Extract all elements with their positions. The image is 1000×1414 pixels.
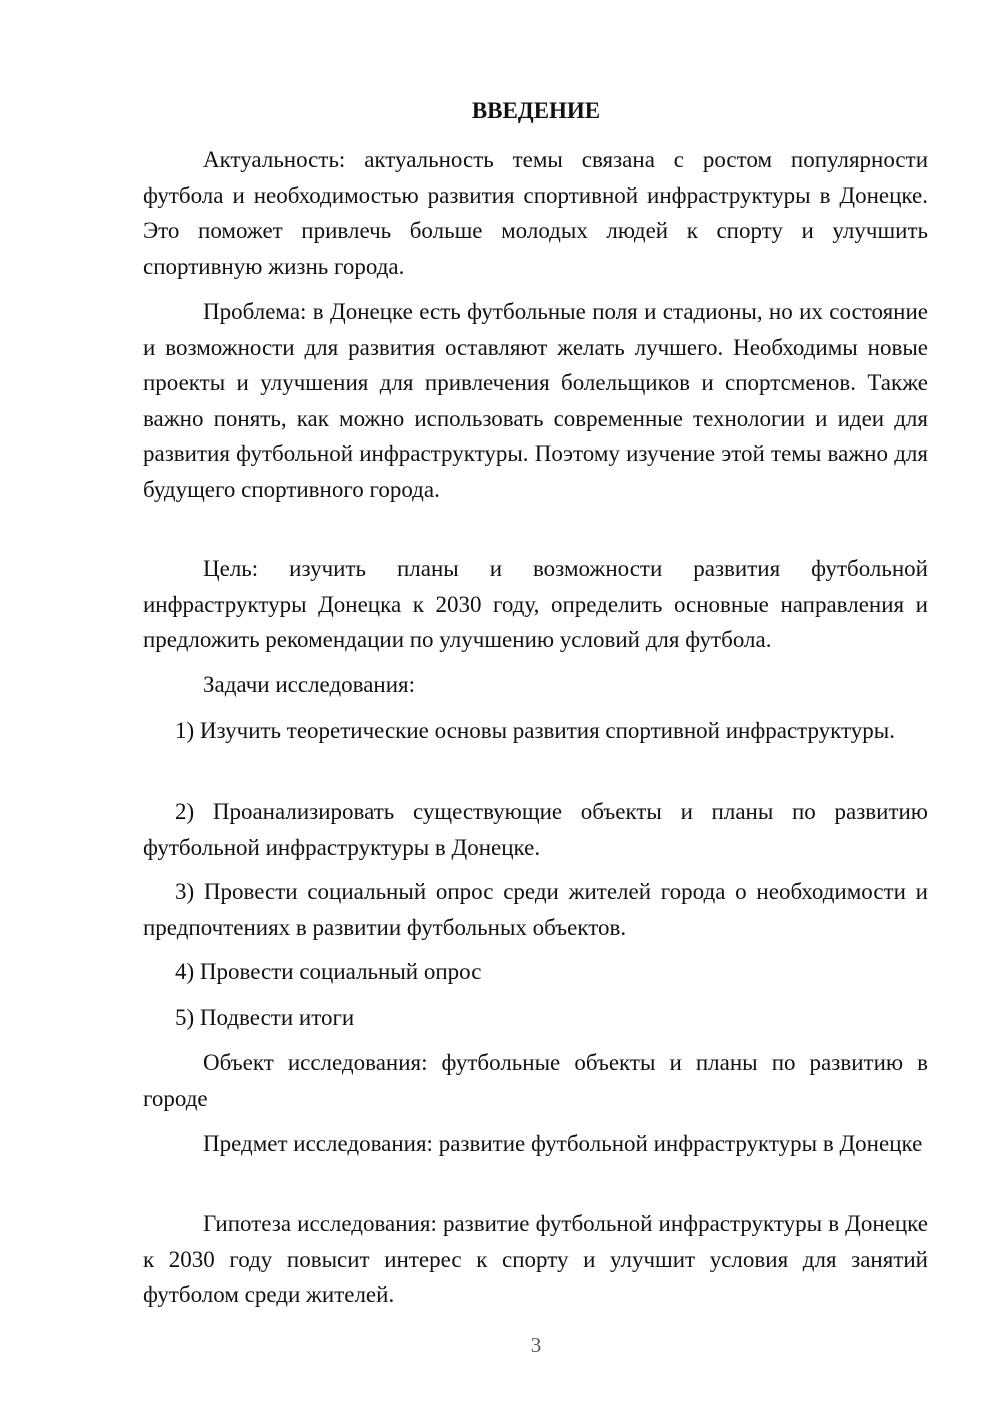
section-title: ВВЕДЕНИЕ <box>471 98 601 123</box>
task-item-5: 5) Подвести итоги <box>175 1005 355 1030</box>
paragraph-goal: Цель: изучить планы и возможности развития футбольной инфраструктуры Донецка к 2030 году, определить основные направления и предложить рекомендации по улучшению условий для футбола. <box>143 556 928 652</box>
task-item-3: 3) Провести социальный опрос среди жителей города о необходимости и предпочтениях в развитии футбольных объектов. <box>143 879 928 940</box>
paragraph-problem: Проблема: в Донецке есть футбольные поля и стадионы, но их состояние и возможности для развития оставляют желать лучшего. Необходимы новые проекты и улучшения для привлечения болельщиков и спортсменов. Также важно понять, как можно использовать современные технологии и идеи для развития футбольной инфраструктуры. Поэтому изучение этой темы важно для будущего спортивного города. <box>143 299 928 502</box>
page-number: 3 <box>530 1333 542 1357</box>
task-item-4: 4) Провести социальный опрос <box>175 959 482 984</box>
paragraph-hypothesis: Гипотеза исследования: развитие футбольной инфраструктуры в Донецке к 2030 году повысит интерес к спорту и улучшит условия для занятий футболом среди жителей. <box>143 1211 928 1307</box>
paragraph-subject: Предмет исследования: развитие футбольной инфраструктуры в Донецке <box>203 1131 923 1156</box>
paragraph-object: Объект исследования: футбольные объекты и планы по развитию в городе <box>143 1050 928 1111</box>
paragraph-tasks-heading: Задачи исследования: <box>203 672 416 697</box>
paragraph-relevance: Актуальность: актуальность темы связана с ростом популярности футбола и необходимостью развития спортивной инфраструктуры в Донецке. Это поможет привлечь больше молодых людей к спорту и улучшить спортивную жизнь города. <box>143 147 928 279</box>
task-item-1: 1) Изучить теоретические основы развития спортивной инфраструктуры. <box>175 718 896 743</box>
task-item-2: 2) Проанализировать существующие объекты и планы по развитию футбольной инфраструктуры в Донецке. <box>143 799 928 860</box>
